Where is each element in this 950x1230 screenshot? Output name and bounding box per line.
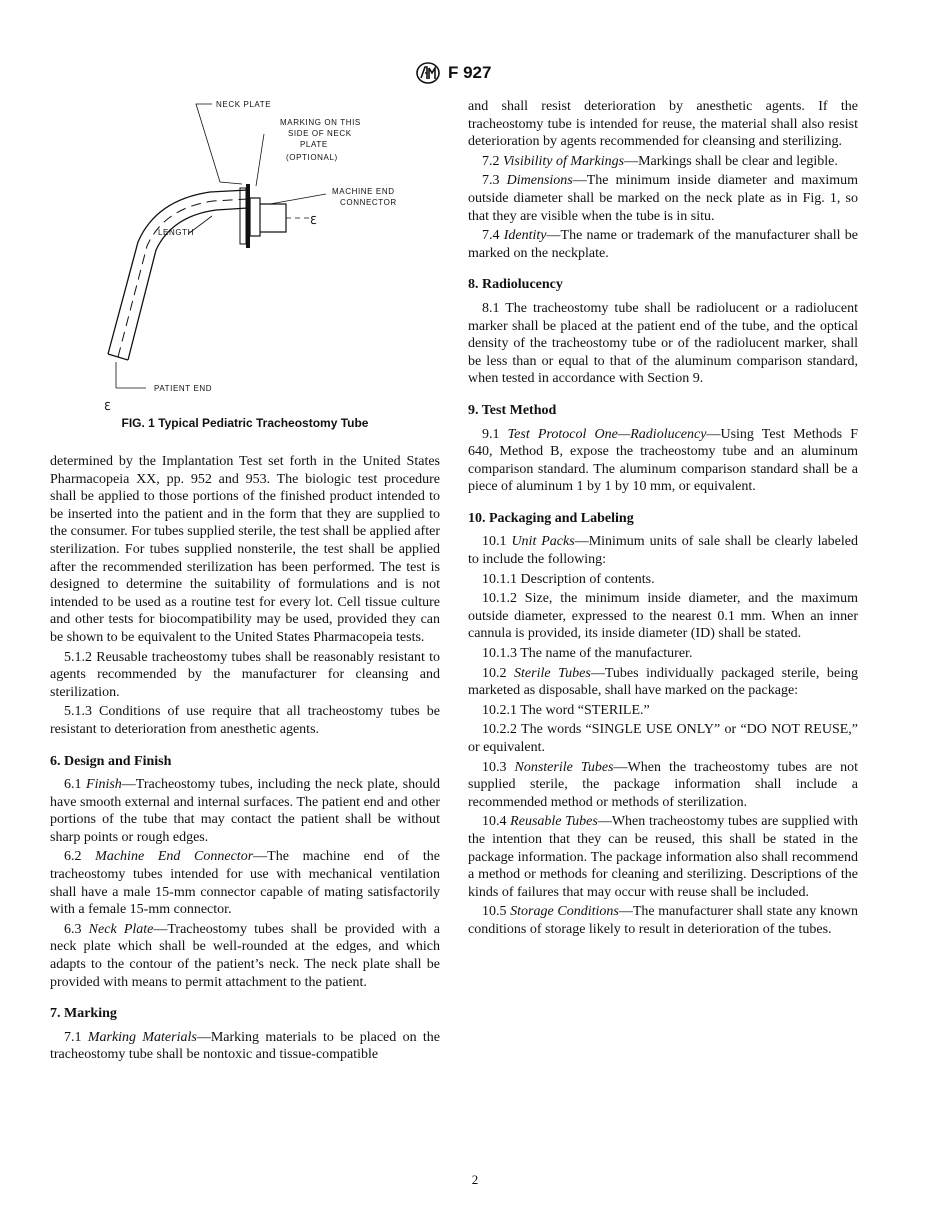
label-marking-line1: MARKING ON THIS — [280, 118, 361, 127]
figure-caption: FIG. 1 Typical Pediatric Tracheostomy Tube — [121, 416, 369, 430]
left-column — [50, 453, 440, 1066]
paragraph-5-1-2: 5.1.2 Reusable tracheostomy tubes shall be reasonably resistant to agents recommended by the manufacturer for cleansing and sterilization. — [50, 649, 440, 700]
paragraph-5-1-3: 5.1.3 Conditions of use require that all tracheostomy tubes be resistant to deterioration from anesthetic agents. — [50, 704, 440, 737]
label-patient-end: PATIENT END — [154, 384, 213, 393]
paragraph-10-2-2: 10.2.2 The words “SINGLE USE ONLY” or “DO NOT REUSE,” or equivalent. — [468, 722, 858, 755]
section-heading-6: 6. Design and Finish — [50, 753, 172, 769]
section-heading-9: 9. Test Method — [468, 402, 557, 418]
centerline-mark-machine: ℇ — [310, 215, 318, 227]
paragraph-10-3: 10.3 Nonsterile Tubes—When the tracheostomy tubes are not supplied sterile, the package information shall include a recommended method or methods of sterilization. — [468, 759, 858, 810]
paragraph-8-1: 8.1 The tracheostomy tube shall be radiolucent or a radiolucent marker shall be placed at the patient end of the tube, and the optical density of the tracheostomy tube or of the radiolucent marker, shall be less than or equal to that of the aluminum comparison standard, when tested in accordance with Section 9. — [468, 300, 858, 387]
paragraph-10-1-2: 10.1.2 Size, the minimum inside diameter, and the maximum outside diameter, expressed to the nearest 0.1 mm. When an inner cannula is provided, its inside diameter (ID) shall be stated. — [468, 591, 858, 642]
paragraph-7-2: 7.2 Visibility of Markings—Markings shall be clear and legible. — [482, 153, 838, 169]
paragraph-continued: and shall resist deterioration by anesthetic agents. If the tracheostomy tube is intended for reuse, the material shall also resist deterioration by agents recommended for cleansing and sterilizing. — [468, 99, 858, 150]
page-header — [0, 62, 950, 86]
paragraph-10-1: 10.1 Unit Packs—Minimum units of sale shall be clearly labeled to include the following: — [468, 534, 858, 568]
label-marking-line4: (OPTIONAL) — [286, 153, 338, 162]
paragraph-10-5: 10.5 Storage Conditions—The manufacturer shall state any known conditions of storage likely to result in deterioration of the tubes. — [468, 904, 859, 937]
paragraph-7-1: 7.1 Marking Materials—Marking materials to be placed on the tracheostomy tube shall be nontoxic and tissue-compatible — [50, 1029, 441, 1063]
astm-logo-icon — [416, 62, 440, 84]
paragraph-10-1-3: 10.1.3 The name of the manufacturer. — [482, 646, 693, 662]
paragraph-6-2: 6.2 Machine End Connector—The machine end of the tracheostomy tubes intended for use with mechanical ventilation shall have a male 15-mm connector capable of mating satisfactorily with a female 15-mm connector. — [50, 849, 441, 918]
paragraph-9-1: 9.1 Test Protocol One—Radiolucency—Using Test Methods F 640, Method B, expose the tracheostomy tube and an aluminum comparison standard. The aluminum comparison standard shall be a piece of aluminum 1 by 1 by 10 mm, or equivalent. — [468, 426, 859, 495]
label-marking-line2: SIDE OF NECK — [288, 129, 352, 138]
section-heading-10: 10. Packaging and Labeling — [468, 510, 634, 526]
paragraph-6-3: 6.3 Neck Plate—Tracheostomy tubes shall be provided with a neck plate which shall be well-rounded at the edges, and which adapts to the contour of the patient’s neck. The neck plate shall be provided with means to permit attachment to the patient. — [50, 921, 440, 990]
paragraph-7-3: 7.3 Dimensions—The minimum inside diameter and maximum outside diameter shall be marked on the neck plate as in Fig. 1, so that they are visible when the tube is in situ. — [468, 173, 858, 224]
label-machine-end-line2: CONNECTOR — [340, 198, 397, 207]
paragraph-10-2: 10.2 Sterile Tubes—Tubes individually packaged sterile, being marketed as disposable, shall have marked on the package: — [468, 665, 858, 699]
label-machine-end-line1: MACHINE END — [332, 187, 395, 196]
centerline-mark-patient: ℇ — [104, 401, 112, 413]
paragraph-10-1-1: 10.1.1 Description of contents. — [482, 571, 655, 587]
paragraph-10-2-1: 10.2.1 The word “STERILE.” — [482, 702, 650, 718]
paragraph-6-1: 6.1 Finish—Tracheostomy tubes, including the neck plate, should have smooth external and internal surfaces. The patient end and other portions of the tube that may contact the patient shall be without sharp points or rough edges. — [50, 777, 440, 845]
section-heading-7: 7. Marking — [50, 1006, 117, 1022]
label-length: LENGTH — [158, 228, 195, 237]
label-marking-line3: PLATE — [300, 140, 328, 149]
paragraph-10-4: 10.4 Reusable Tubes—When tracheostomy tubes are supplied with the intention that they can be reused, this shall be stated in the package information. The package information also shall recommend a method or methods for cleaning and sterilizing. Descriptions of the kinds of failures that may occur with reuse shall be included. — [468, 814, 859, 900]
section-heading-8: 8. Radiolucency — [468, 277, 563, 293]
page-number: 2 — [471, 1172, 479, 1187]
tube-diagram — [90, 92, 420, 432]
paragraph-7-4: 7.4 Identity—The name or trademark of the manufacturer shall be marked on the neckplate. — [468, 228, 858, 261]
right-column — [468, 98, 858, 941]
label-neck-plate: NECK PLATE — [216, 100, 272, 109]
standard-designation: F 927 — [448, 63, 492, 82]
figure-tracheostomy-tube — [90, 92, 420, 432]
paragraph: determined by the Implantation Test set forth in the United States Pharmacopeia XX, pp. 952 and 953. The biologic test procedure shall be applied to those portions of the finished product intended to be inserted into the patient and in the form that they are supplied to the consumer. For tubes supplied sterile, the test shall be applied after sterilization. For tubes supplied nonsterile, the test shall be applied after the recommended sterilization has been performed. The test is designed to determine the suitability of formulations and is not intended to be used as a routine test for every lot. Cell tissue culture and other tests for biocompatibility may be used, provided they can be shown to be equivalent to the United States Pharmacopeia tests. — [50, 454, 440, 645]
